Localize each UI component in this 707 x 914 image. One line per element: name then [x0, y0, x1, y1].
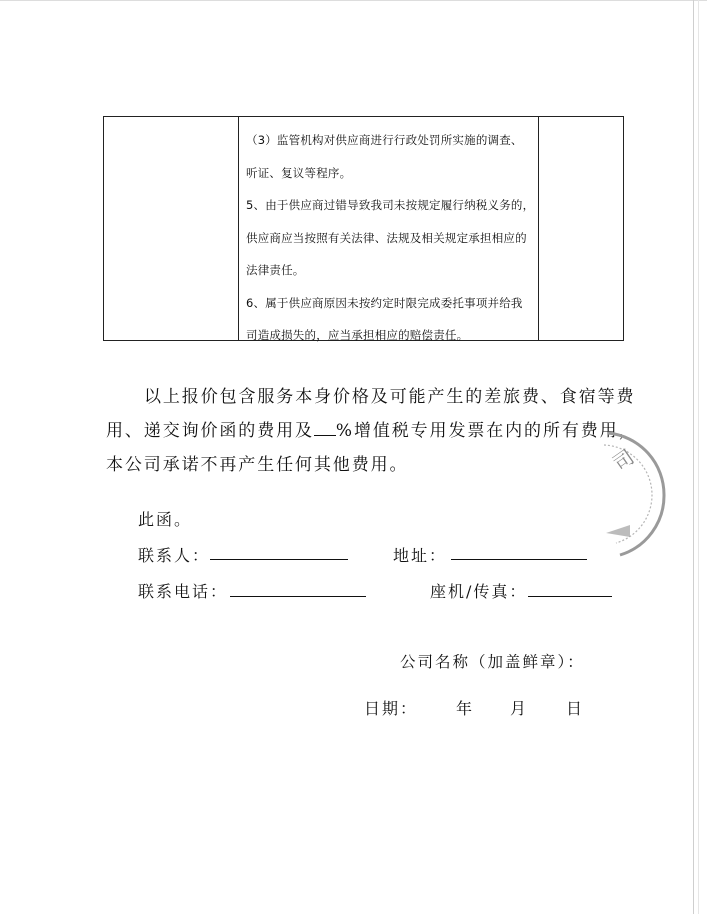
seal-glyph: 司: [608, 444, 639, 476]
date-month: 月: [510, 699, 529, 718]
date-year: 年: [456, 699, 475, 718]
table-column-divider: [238, 117, 239, 340]
address-blank[interactable]: [451, 559, 587, 560]
clause-line: 司造成损失的，应当承担相应的赔偿责任。: [246, 328, 469, 342]
statement-line: 以上报价包含服务本身价格及可能产生的差旅费、食宿等费: [144, 387, 636, 407]
statement-line: 本公司承诺不再产生任何其他费用。: [106, 455, 409, 475]
company-name-label: 公司名称（加盖鲜章）：: [400, 653, 585, 671]
fax-label: 座机/传真：: [430, 582, 528, 601]
price-statement: [106, 380, 638, 482]
company-seal-fragment: [600, 425, 670, 565]
clause-cell: [246, 117, 536, 352]
table-column-divider: [538, 117, 539, 340]
right-edge-line: [693, 0, 694, 914]
clause-table: [103, 116, 624, 341]
right-edge-line-2: [698, 0, 699, 914]
date-label: 日期：: [364, 699, 419, 718]
clause-line: 法律责任。: [246, 263, 305, 277]
statement-line: [106, 414, 638, 448]
clause-line: 听证、复议等程序。: [246, 165, 352, 180]
top-border: [0, 0, 707, 1]
address-label: 地址：: [393, 546, 448, 565]
contact-blank[interactable]: [210, 559, 348, 560]
contact-label: 联系人：: [138, 546, 211, 565]
clause-line: 6、属于供应商原因未按约定时限完成委托事项并给我: [246, 295, 523, 310]
vat-rate-blank[interactable]: [314, 417, 336, 436]
date-day: 日: [566, 699, 585, 718]
statement-text: 用、递交询价函的费用及: [106, 421, 314, 441]
phone-blank[interactable]: [230, 596, 366, 597]
clause-line: 供应商应当按照有关法律、法规及相关规定承担相应的: [246, 230, 527, 245]
phone-label: 联系电话：: [138, 582, 229, 601]
fax-blank[interactable]: [528, 596, 612, 597]
clause-line: （3）监管机构对供应商进行行政处罚所实施的调查、: [246, 133, 523, 147]
clause-line: 5、由于供应商过错导致我司未按规定履行纳税义务的，: [246, 198, 535, 212]
statement-text: %增值税专用发票在内的所有费用，: [335, 421, 638, 441]
closing-text: 此函。: [138, 510, 193, 529]
